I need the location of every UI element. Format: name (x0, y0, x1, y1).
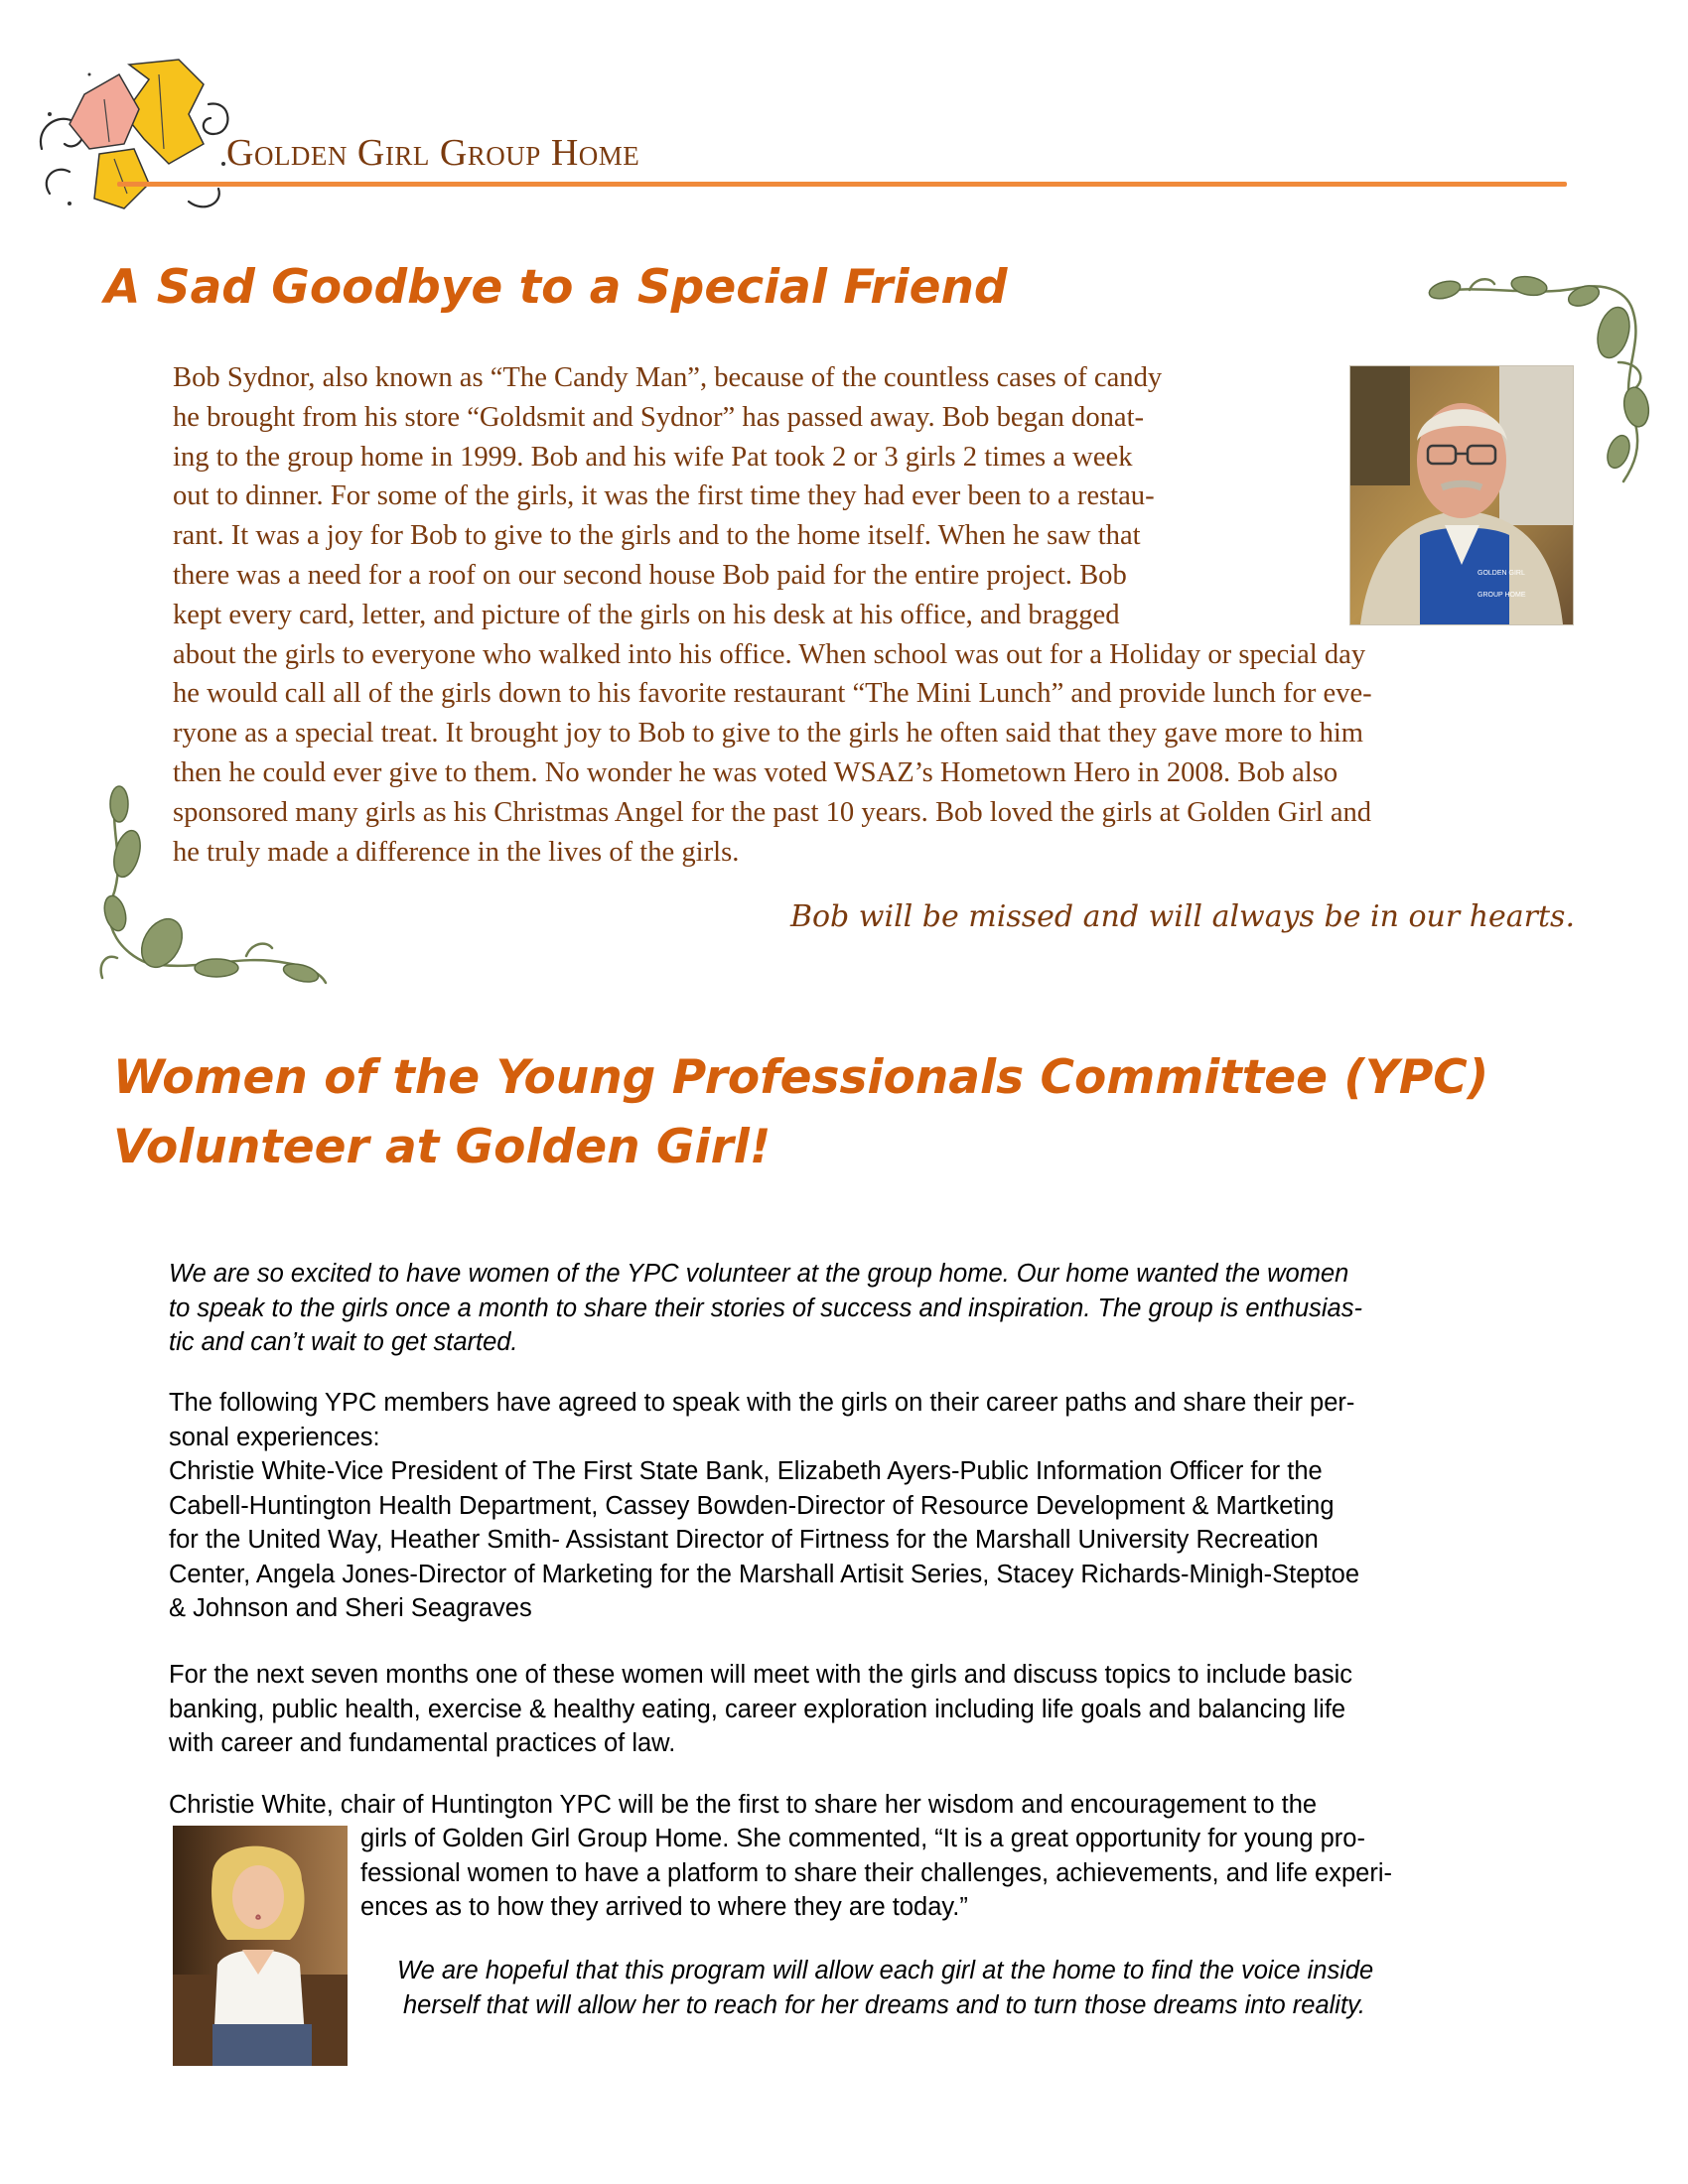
leaf-ornament-icon (30, 55, 238, 223)
body-line: he would call all of the girls down to his favorite restaurant “The Mini Lunch” and provide lunch for eve- (173, 678, 1372, 710)
closing-paragraph (397, 1954, 1373, 2022)
paragraph-line: We are hopeful that this program will allow each girl at the home to find the voice inside (397, 1957, 1374, 1984)
paragraph-line: to speak to the girls once a month to share their stories of success and inspiration. The group is enthusias- (169, 1294, 1362, 1322)
program-paragraph (169, 1658, 1352, 1761)
body-line: he truly made a difference in the lives of the girls. (173, 836, 740, 868)
paragraph-line: We are so excited to have women of the YPC volunteer at the group home. Our home wanted the women (169, 1260, 1349, 1288)
paragraph-line: & Johnson and Sheri Seagraves (169, 1594, 532, 1623)
paragraph-line: Cabell-Huntington Health Department, Cassey Bowden-Director of Resource Development & Martketing (169, 1491, 1335, 1520)
body-line: ryone as a special treat. It brought joy to Bob to give to the girls he often said that they gave more to him (173, 718, 1364, 750)
members-intro-paragraph (169, 1386, 1354, 1454)
section-heading: A Sad Goodbye to a Special Friend (104, 260, 1008, 315)
paragraph-line: banking, public health, exercise & healthy eating, career exploration including life goals and balancing life (169, 1695, 1346, 1723)
christie-paragraph-first-line (169, 1788, 1317, 1823)
body-line: out to dinner. For some of the girls, it was the first time they had ever been to a restau- (173, 480, 1155, 512)
christie-paragraph-rest (360, 1822, 1392, 1925)
paragraph-line: with career and fundamental practices of law. (169, 1729, 676, 1758)
svg-text:GROUP HOME: GROUP HOME (1477, 592, 1526, 599)
body-line: ing to the group home in 1999. Bob and his wife Pat took 2 or 3 girls 2 times a week (173, 441, 1133, 473)
body-line: then he could ever give to them. No wonder he was voted WSAZ’s Hometown Hero in 2008. Bob also (173, 756, 1338, 788)
svg-text:GOLDEN GIRL: GOLDEN GIRL (1477, 570, 1525, 577)
members-list-paragraph (169, 1454, 1359, 1626)
body-line: there was a need for a roof on our second house Bob paid for the entire project. Bob (173, 559, 1127, 591)
body-line: about the girls to everyone who walked into his office. When school was out for a Holiday or special day (173, 638, 1366, 670)
paragraph-line: girls of Golden Girl Group Home. She commented, “It is a great opportunity for young pro- (360, 1825, 1365, 1852)
paragraph-line: fessional women to have a platform to share their challenges, achievements, and life experi- (360, 1858, 1392, 1887)
intro-paragraph (169, 1257, 1362, 1360)
paragraph-line: Christie White, chair of Huntington YPC will be the first to share her wisdom and encouragement to the (169, 1791, 1318, 1819)
paragraph-line: ences as to how they arrived to where they are today.” (360, 1893, 968, 1922)
header-title: Golden Girl Group Home (226, 132, 640, 174)
paragraph-line: sonal experiences: (169, 1423, 380, 1451)
paragraph-line: tic and can’t wait to get started. (169, 1328, 518, 1357)
paragraph-line: The following YPC members have agreed to speak with the girls on their career paths and share their per- (169, 1389, 1355, 1417)
paragraph-line: For the next seven months one of these women will meet with the girls and discuss topics to include basic (169, 1661, 1353, 1689)
memorial-closing: Bob will be missed and will always be in our hearts. (789, 899, 1575, 934)
paragraph-line: Christie White-Vice President of The First State Bank, Elizabeth Ayers-Public Information Officer for the (169, 1457, 1323, 1485)
section-heading-line: Volunteer at Golden Girl! (113, 1120, 772, 1174)
body-line: he brought from his store “Goldsmit and Sydnor” has passed away. Bob began donat- (173, 401, 1145, 433)
christie-white-photo (173, 1826, 348, 2066)
header-rule (117, 182, 1567, 187)
paragraph-line: Center, Angela Jones-Director of Marketing for the Marshall Artisit Series, Stacey Richards-Minigh-Steptoe (169, 1560, 1360, 1588)
body-line: kept every card, letter, and picture of the girls on his desk at his office, and bragged (173, 599, 1120, 630)
body-line: rant. It was a joy for Bob to give to the girls and to the home itself. When he saw that (173, 520, 1141, 552)
body-line: sponsored many girls as his Christmas Angel for the past 10 years. Bob loved the girls at Golden Girl and (173, 796, 1372, 828)
section-heading-line: Women of the Young Professionals Committee (YPC) (113, 1050, 1489, 1105)
paragraph-line: herself that will allow her to reach for her dreams and to turn those dreams into reality. (403, 1990, 1365, 2019)
body-line: Bob Sydnor, also known as “The Candy Man”, because of the countless cases of candy (173, 362, 1163, 393)
paragraph-line: for the United Way, Heather Smith- Assistant Director of Firtness for the Marshall University Recreation (169, 1526, 1319, 1555)
article-body (173, 358, 1593, 872)
